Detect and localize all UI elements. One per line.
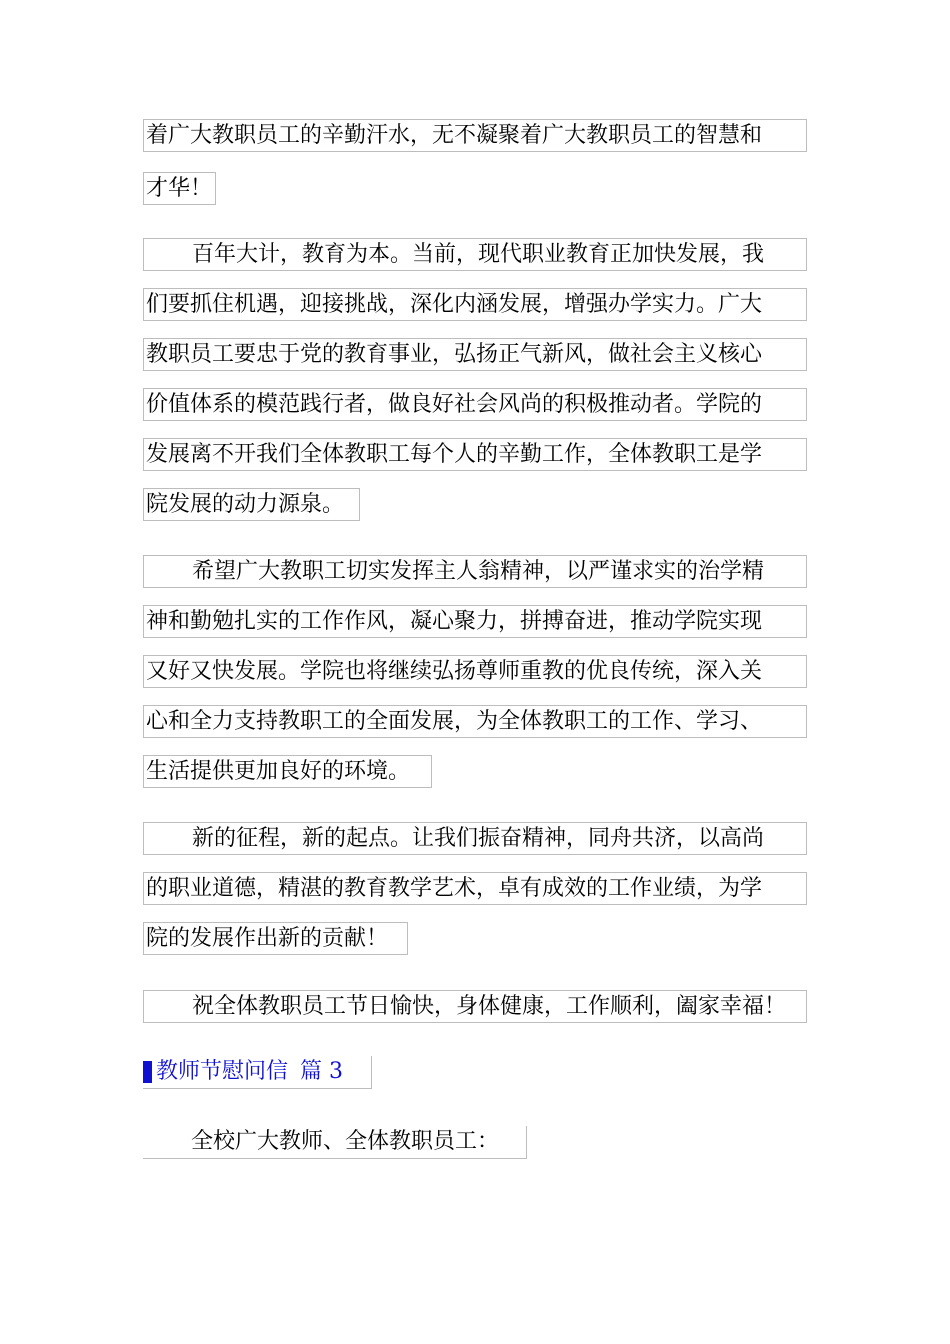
section-heading-title: 教师节慰问信 [156,1059,289,1084]
paragraph-line: 生活提供更加良好的环境。 [143,755,432,788]
section-heading [143,1056,372,1089]
paragraph-line: 教职员工要忠于党的教育事业，弘扬正气新风，做社会主义核心 [143,338,807,371]
paragraph-line: 价值体系的模范践行者，做良好社会风尚的积极推动者。学院的 [143,388,807,421]
paragraph-line: 着广大教职员工的辛勤汗水，无不凝聚着广大教职员工的智慧和 [143,119,807,152]
paragraph-line: 院的发展作出新的贡献！ [143,922,408,955]
paragraph-line: 百年大计，教育为本。当前，现代职业教育正加快发展，我 [143,238,807,271]
section-heading-suffix: 篇 3 [300,1059,344,1084]
paragraph-line: 才华！ [143,172,216,205]
paragraph-line: 们要抓住机遇，迎接挑战，深化内涵发展，增强办学实力。广大 [143,288,807,321]
paragraph-line: 心和全力支持教职工的全面发展，为全体教职工的工作、学习、 [143,705,807,738]
paragraph-line: 发展离不开我们全体教职工每个人的辛勤工作，全体教职工是学 [143,438,807,471]
paragraph-line: 祝全体教职员工节日愉快，身体健康，工作顺利，阖家幸福！ [143,990,807,1023]
paragraph-line: 又好又快发展。学院也将继续弘扬尊师重教的优良传统，深入关 [143,655,807,688]
paragraph-line: 的职业道德，精湛的教育教学艺术，卓有成效的工作业绩，为学 [143,872,807,905]
paragraph-line: 院发展的动力源泉。 [143,488,360,521]
paragraph-line: 新的征程，新的起点。让我们振奋精神，同舟共济，以高尚 [143,822,807,855]
paragraph-line: 神和勤勉扎实的工作作风，凝心聚力，拼搏奋进，推动学院实现 [143,605,807,638]
heading-marker-icon [143,1061,152,1083]
paragraph-line: 希望广大教职工切实发挥主人翁精神，以严谨求实的治学精 [143,555,807,588]
salutation: 全校广大教师、全体教职员工： [143,1126,527,1159]
